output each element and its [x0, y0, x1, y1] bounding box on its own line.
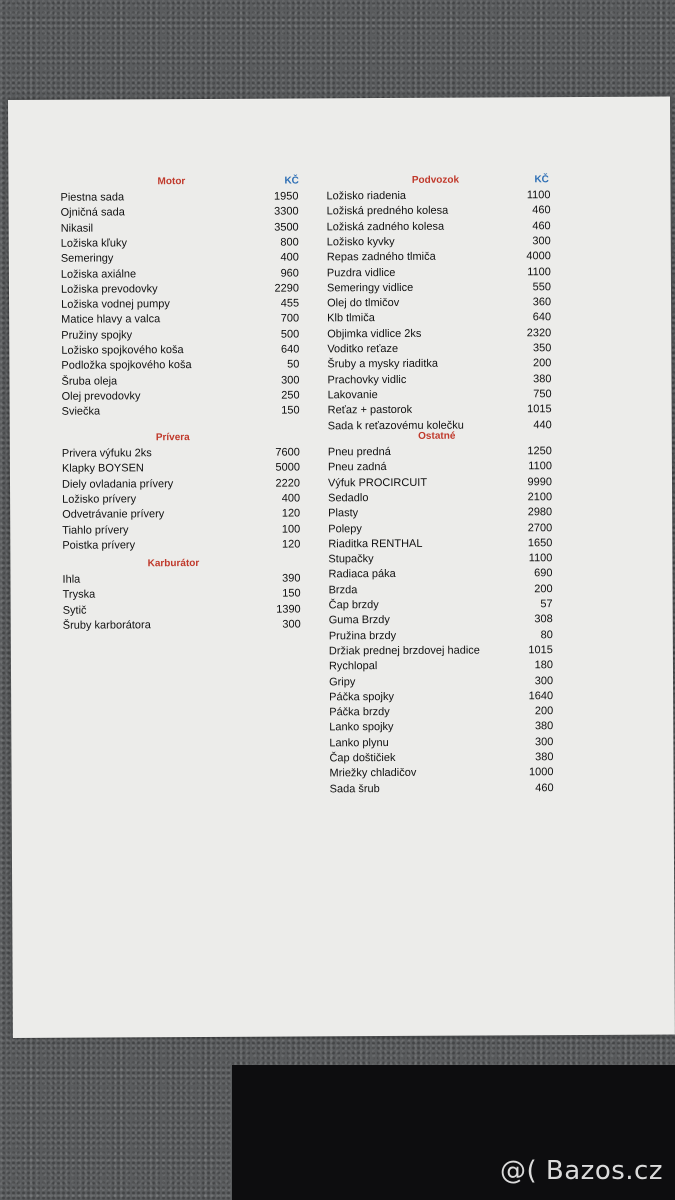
item-name: Ložisko kyvky — [326, 235, 395, 249]
list-item — [327, 220, 551, 235]
item-name: Ložisko prívery — [62, 493, 137, 506]
section-title: Ostatné — [418, 430, 456, 442]
list-item — [330, 782, 554, 797]
item-name: Radiaca páka — [328, 568, 396, 581]
item-price: 80 — [540, 628, 553, 641]
item-price: 120 — [281, 538, 301, 551]
item-name: Lanko spojky — [329, 721, 394, 734]
item-name: Polepy — [328, 522, 362, 535]
item-price: 150 — [281, 404, 300, 417]
list-item — [329, 629, 553, 644]
list-item — [329, 583, 553, 598]
item-name: Repas zadného tlmiča — [326, 250, 436, 264]
list-item — [60, 190, 298, 205]
list-item — [327, 357, 551, 372]
list-item — [61, 206, 299, 221]
list-item — [61, 282, 299, 297]
item-name: Puzdra vidlice — [326, 266, 396, 279]
list-item — [62, 477, 300, 492]
item-name: Mriežky chladičov — [329, 767, 417, 780]
item-price: 200 — [532, 357, 552, 370]
item-price: 250 — [281, 389, 300, 402]
item-name: Semeringy — [60, 252, 114, 265]
item-price: 200 — [534, 705, 554, 718]
list-item — [328, 568, 552, 583]
item-price: 2980 — [527, 506, 553, 519]
item-name: Plasty — [328, 507, 359, 520]
item-price: 120 — [281, 507, 301, 520]
list-item — [61, 328, 299, 343]
list-item — [63, 618, 301, 633]
item-price: 1015 — [527, 403, 552, 416]
item-name: Páčka spojky — [329, 690, 394, 704]
item-price: 3500 — [274, 221, 299, 234]
list-item — [61, 267, 299, 282]
list-item — [328, 552, 552, 567]
item-price: 1250 — [527, 445, 552, 458]
item-name: Ložiska prevodovky — [60, 283, 158, 296]
item-price: 2290 — [274, 282, 300, 295]
item-price: 1100 — [528, 460, 552, 473]
item-name: Klb tlmiča — [327, 312, 375, 325]
list-item — [327, 327, 551, 342]
list-item — [327, 342, 551, 357]
item-price: 1000 — [529, 766, 554, 779]
item-name: Diely ovladania prívery — [61, 477, 174, 491]
list-item — [327, 312, 551, 327]
list-item — [330, 766, 554, 781]
item-name: Brzda — [328, 583, 358, 597]
item-name: Tiahlo prívery — [62, 523, 129, 537]
item-name: Ojničná sada — [60, 206, 125, 220]
item-price: 300 — [282, 618, 301, 631]
item-name: Pneu predná — [327, 446, 391, 459]
item-price: 1015 — [528, 644, 553, 657]
item-price: 1640 — [528, 689, 554, 703]
list-item — [62, 538, 300, 553]
item-name: Páčka brzdy — [329, 706, 390, 719]
list-item — [63, 588, 301, 603]
item-price: 350 — [532, 342, 552, 355]
item-name: Stupačky — [328, 553, 374, 566]
list-item — [61, 343, 299, 358]
list-item — [61, 359, 299, 374]
list-item — [329, 736, 553, 751]
item-price: 380 — [535, 751, 554, 764]
item-price: 2320 — [526, 326, 552, 339]
item-name: Ložiska kľuky — [60, 237, 127, 250]
item-name: Reťaz + pastorok — [327, 404, 413, 417]
list-item — [61, 221, 299, 236]
list-item — [62, 462, 300, 477]
list-item — [62, 523, 300, 538]
item-price: 550 — [532, 280, 552, 294]
list-item — [61, 236, 299, 251]
list-item — [329, 675, 553, 690]
list-item — [328, 388, 552, 403]
item-name: Semeringy vidlice — [326, 281, 414, 295]
item-name: Sviečka — [61, 405, 101, 418]
item-price: 300 — [534, 735, 554, 748]
section-title: Podvozok — [411, 174, 460, 186]
list-item — [61, 313, 299, 328]
item-name: Lanko plynu — [329, 736, 389, 750]
list-item — [327, 266, 551, 281]
item-price: 1100 — [526, 189, 551, 202]
item-name: Výfuk PROCIRCUIT — [327, 476, 428, 489]
item-name: Podložka spojkového koša — [61, 359, 192, 373]
list-item — [329, 644, 553, 659]
item-price: 750 — [533, 388, 552, 401]
item-name: Ložiská zadného kolesa — [326, 220, 445, 233]
item-name: Objimka vidlice 2ks — [327, 327, 422, 341]
list-item — [329, 598, 553, 613]
item-price: 2100 — [527, 491, 553, 504]
item-price: 460 — [532, 204, 551, 217]
item-price: 300 — [281, 374, 300, 387]
item-name: Privera výfuku 2ks — [61, 447, 152, 460]
list-item — [328, 445, 552, 460]
list-item — [329, 659, 553, 674]
item-name: Gripy — [329, 675, 356, 688]
item-price: 380 — [534, 720, 554, 733]
list-item — [62, 508, 300, 523]
list-item — [328, 460, 552, 475]
item-price: 7600 — [275, 446, 300, 459]
item-price: 800 — [280, 236, 299, 249]
item-price: 50 — [287, 358, 300, 371]
item-name: Čap brzdy — [328, 599, 379, 612]
list-item — [61, 252, 299, 267]
list-item — [62, 572, 300, 587]
item-price: 640 — [532, 311, 552, 324]
item-name: Čap doštičiek — [329, 751, 396, 765]
item-price: 300 — [532, 235, 551, 248]
item-price: 400 — [280, 251, 299, 264]
item-name: Olej prevodovky — [61, 390, 141, 403]
item-price: 150 — [282, 587, 301, 600]
list-item — [62, 446, 300, 461]
item-name: Ložisko spojkového koša — [61, 344, 184, 357]
item-price: 1650 — [527, 536, 553, 550]
item-name: Sada šrub — [329, 782, 380, 795]
item-price: 700 — [280, 312, 300, 325]
item-name: Olej do tlmičov — [327, 297, 400, 310]
item-price: 2220 — [275, 477, 301, 490]
item-price: 390 — [282, 572, 301, 585]
list-item — [329, 751, 553, 766]
list-item — [327, 296, 551, 311]
item-price: 500 — [280, 328, 300, 341]
list-item — [327, 281, 551, 296]
item-price: 460 — [532, 219, 551, 232]
list-item — [327, 373, 551, 388]
item-price: 460 — [535, 781, 554, 794]
list-item — [61, 374, 299, 389]
section-title: Motor — [157, 176, 186, 188]
item-price: 308 — [534, 613, 553, 626]
item-price: 9990 — [527, 475, 553, 488]
list-item — [329, 690, 553, 705]
item-name: Šruba oleja — [61, 375, 118, 388]
price-list-paper — [8, 97, 675, 1038]
item-name: Prachovky vidlic — [327, 373, 407, 386]
list-item — [329, 721, 553, 736]
item-name: Sytič — [62, 604, 87, 617]
item-name: Sada k reťazovému kolečku — [327, 419, 464, 432]
list-item — [328, 491, 552, 506]
list-item — [328, 506, 552, 521]
list-item — [327, 235, 551, 250]
list-item — [61, 298, 299, 313]
item-price: 960 — [280, 266, 299, 280]
item-name: Lakovanie — [327, 388, 378, 402]
item-price: 2700 — [527, 521, 553, 534]
item-name: Pružina brzdy — [328, 629, 397, 642]
item-name: Klapky BOYSEN — [61, 462, 144, 476]
item-price: 455 — [280, 297, 300, 310]
item-name: Držiak prednej brzdovej hadice — [328, 644, 480, 658]
section-title: Prívera — [155, 432, 190, 444]
item-name: Šruby karborátora — [62, 619, 151, 632]
item-price: 440 — [533, 418, 552, 431]
item-name: Ložiská predného kolesa — [326, 204, 449, 218]
item-name: Pružiny spojky — [61, 329, 133, 342]
item-name: Ložiska vodnej pumpy — [61, 298, 170, 311]
item-name: Pneu zadná — [327, 461, 387, 474]
list-item — [328, 403, 552, 418]
item-name: Sedadlo — [328, 492, 369, 505]
item-price: 5000 — [275, 461, 300, 474]
list-item — [327, 204, 551, 219]
item-name: Ložiska axiálne — [60, 267, 137, 281]
item-price: 1100 — [527, 265, 551, 278]
item-name: Šruby a mysky riaditka — [327, 358, 439, 371]
item-name: Matice hlavy a valca — [61, 313, 161, 327]
list-item — [62, 389, 300, 404]
item-price: 3300 — [274, 205, 299, 218]
item-name: Ložisko riadenia — [326, 189, 407, 203]
list-item — [327, 250, 551, 265]
list-item — [328, 476, 552, 491]
item-price: 380 — [533, 372, 552, 385]
item-price: 1950 — [273, 190, 299, 203]
list-item — [63, 603, 301, 618]
list-item — [328, 537, 552, 552]
item-name: Voditko reťaze — [327, 342, 399, 356]
item-price: 200 — [534, 582, 553, 595]
item-name: Nikasil — [60, 222, 94, 235]
item-price: 640 — [280, 343, 300, 356]
item-name: Guma Brzdy — [328, 614, 390, 627]
item-price: 360 — [532, 296, 552, 309]
section-title: Karburátor — [147, 558, 200, 570]
list-item — [328, 522, 552, 537]
item-name: Tryska — [62, 588, 96, 602]
list-item — [62, 405, 300, 420]
list-item — [326, 189, 550, 204]
item-price: 690 — [534, 567, 553, 580]
list-item — [329, 705, 553, 720]
watermark: @( Bazos.cz — [500, 1156, 663, 1186]
currency-header: KČ — [534, 174, 549, 186]
list-item — [62, 492, 300, 507]
item-name: Riaditka RENTHAL — [328, 537, 423, 551]
item-name: Poistka prívery — [62, 539, 136, 552]
item-price: 57 — [540, 598, 553, 611]
item-price: 300 — [534, 674, 554, 687]
item-name: Piestna sada — [60, 191, 125, 204]
list-item — [329, 613, 553, 628]
item-price: 1100 — [528, 552, 553, 565]
item-price: 400 — [281, 492, 301, 505]
item-name: Rychlopal — [328, 660, 378, 673]
item-price: 180 — [534, 659, 553, 672]
currency-header: KČ — [284, 175, 299, 187]
item-price: 1390 — [276, 603, 301, 616]
item-price: 100 — [281, 522, 301, 536]
item-price: 4000 — [526, 250, 551, 263]
item-name: Ihla — [62, 573, 81, 586]
item-name: Odvetrávanie prívery — [62, 508, 165, 521]
